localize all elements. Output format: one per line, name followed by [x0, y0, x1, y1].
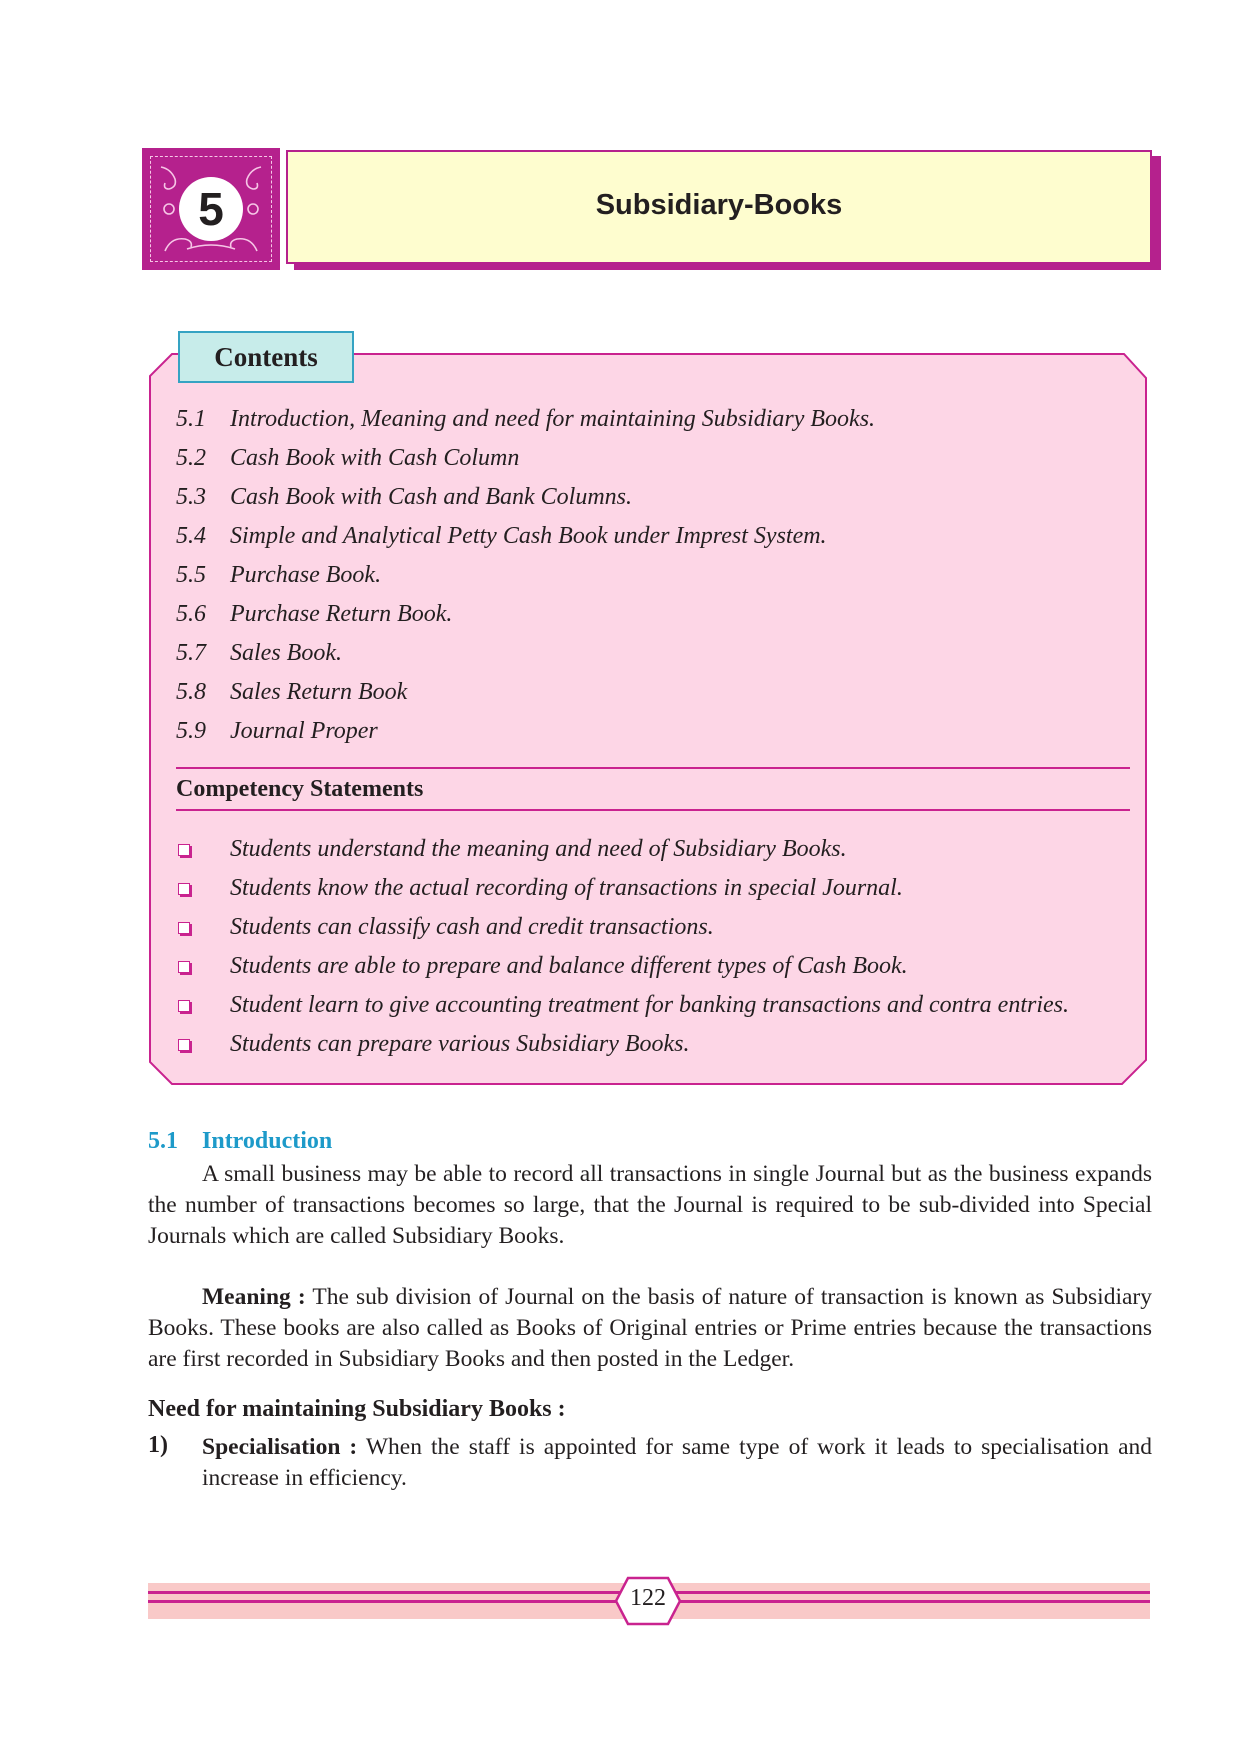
intro-paragraph: A small business may be able to record all transactions in single Journal but as the business expands the number of transactions becomes so large, that the Journal is required to be sub-divided into Special Journals which are called Subsidiary Books.	[148, 1161, 1152, 1249]
checkbox-icon	[178, 1039, 190, 1051]
checkbox-icon	[178, 883, 190, 895]
meaning-label: Meaning :	[202, 1284, 306, 1310]
checkbox-icon	[178, 961, 190, 973]
page-number: 122	[630, 1585, 666, 1611]
section-heading: 5.1 Introduction	[148, 1128, 333, 1154]
title-banner	[286, 150, 1152, 264]
meaning-paragraph: Meaning : The sub division of Journal on the basis of nature of transaction is known as Subsidiary Books. These books are also called as Books of Original entries or Prime entries because the transactions are first recorded in Subsidiary Books and then posted in the Ledger.	[148, 1284, 1153, 1372]
chapter-number-circle	[179, 177, 243, 241]
divider	[176, 767, 1130, 769]
checkbox-icon	[178, 922, 190, 934]
list-item-label: Specialisation :	[202, 1434, 358, 1460]
divider	[176, 809, 1130, 811]
list-number: 1)	[148, 1432, 168, 1458]
chapter-number: 5	[198, 183, 224, 235]
chapter-badge	[142, 148, 280, 270]
competency-heading: Competency Statements	[176, 776, 424, 802]
chapter-title: Subsidiary-Books	[595, 189, 843, 221]
contents-heading: Contents	[178, 331, 354, 383]
checkbox-icon	[178, 844, 190, 856]
need-heading: Need for maintaining Subsidiary Books :	[148, 1396, 566, 1422]
list-item: Specialisation : When the staff is appointed for same type of work it leads to specialisation and increase in efficiency.	[202, 1434, 1152, 1491]
checkbox-icon	[178, 1000, 190, 1012]
badge-border	[150, 156, 272, 262]
